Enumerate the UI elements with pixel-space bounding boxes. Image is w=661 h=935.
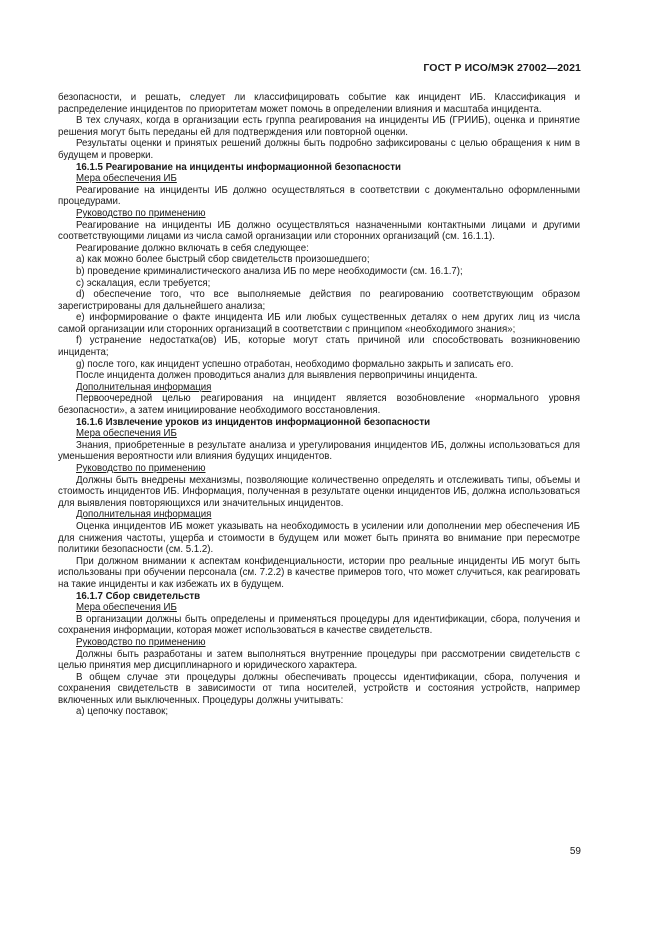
page-number: 59	[569, 846, 581, 857]
subsection-label: Руководство по применению	[76, 207, 206, 219]
paragraph: Должны быть разработаны и затем выполняться внутренние процедуры при рассмотрении свидетельств с целью принятия мер дисциплинарного и юридического характера.	[58, 648, 580, 672]
paragraph: Оценка инцидентов ИБ может указывать на необходимость в усилении или дополнении мер обеспечения ИБ для снижения частоты, ущерба и стоимости в будущем или может быть принята во внимание при пересмотре политики безопасности (см. 5.1.2).	[58, 520, 580, 556]
paragraph: В организации должны быть определены и применяться процедуры для идентификации, сбора, получения и сохранения информации, которая может использоваться в качестве свидетельств.	[58, 613, 580, 637]
paragraph: Должны быть внедрены механизмы, позволяющие количественно определять и отслеживать типы, объемы и стоимость инцидентов ИБ. Информация, полученная в результате оценки инцидентов ИБ, должна использоваться для выявления повторяющихся или значительных инцидентов.	[58, 474, 580, 509]
paragraph: e) информирование о факте инцидента ИБ или любых существенных деталях о нем других лиц из числа самой организации или сторонних организаций в соответствии с принципом «необходимого знания»;	[58, 312, 580, 335]
document-body	[58, 92, 580, 718]
subsection-label: Руководство по применению	[76, 636, 206, 648]
paragraph: a) цепочку поставок;	[76, 706, 169, 718]
paragraph: При должном внимании к аспектам конфиденциальности, истории про реальные инциденты ИБ могут быть использованы при обучении персонала (см. 7.2.2) в качестве примеров того, что может случиться, как реагировать на такие инциденты и как избежать их в будущем.	[58, 555, 580, 590]
subsection-label: Дополнительная информация	[76, 381, 212, 393]
paragraph: Знания, приобретенные в результате анализа и урегулирования инцидентов ИБ, должны использоваться для уменьшения вероятности или влияния будущих инцидентов.	[58, 439, 580, 463]
paragraph: b) проведение криминалистического анализа ИБ по мере необходимости (см. 16.1.7);	[76, 265, 463, 277]
subsection-label: Мера обеспечения ИБ	[76, 173, 177, 185]
section-heading: 16.1.7 Сбор свидетельств	[76, 590, 201, 602]
paragraph: f) устранение недостатка(ов) ИБ, которые могут стать причиной или способствовать возникновению инцидента;	[58, 335, 580, 359]
paragraph: Реагирование на инциденты ИБ должно осуществляться назначенными контактными лицами и другими соответствующими лицами из числа самой организации или сторонних организаций (см. 16.1.1).	[58, 219, 580, 243]
paragraph: Результаты оценки и принятых решений должны быть подробно зафиксированы с целью обращения к ним в будущем и проверки.	[58, 138, 580, 161]
document-header: ГОСТ Р ИСО/МЭК 27002—2021	[423, 62, 581, 74]
paragraph: a) как можно более быстрый сбор свидетельств произошедшего;	[76, 254, 370, 266]
paragraph: d) обеспечение того, что все выполняемые действия по реагированию соответствующим образом зарегистрированы для дальнейшего анализа;	[58, 289, 580, 312]
subsection-label: Дополнительная информация	[76, 509, 212, 521]
paragraph: Первоочередной целью реагирования на инцидент является возобновление «нормального уровня безопасности», а затем инициирование необходимого восстановления.	[58, 393, 580, 417]
subsection-label: Мера обеспечения ИБ	[76, 602, 177, 614]
paragraph: После инцидента должен проводиться анализ для выявления первопричины инцидента.	[76, 370, 478, 382]
paragraph: c) эскалация, если требуется;	[76, 277, 211, 289]
paragraph: В тех случаях, когда в организации есть группа реагирования на инциденты ИБ (ГРИИБ), оценка и принятие решения могут быть переданы ей для подтверждения или повторной оценки.	[58, 115, 580, 138]
section-heading: 16.1.5 Реагирование на инциденты информационной безопасности	[76, 161, 401, 173]
paragraph: Реагирование должно включать в себя следующее:	[76, 242, 309, 254]
paragraph: В общем случае эти процедуры должны обеспечивать процессы идентификации, сбора, получения и сохранения свидетельств в зависимости от типа носителей, устройств и состояния устройств, например включенных или выключенных. Процедуры должны учитывать:	[58, 671, 580, 706]
paragraph: Реагирование на инциденты ИБ должно осуществляться в соответствии с документально оформленными процедурами.	[58, 184, 580, 208]
subsection-label: Руководство по применению	[76, 463, 206, 474]
subsection-label: Мера обеспечения ИБ	[76, 428, 177, 440]
section-heading: 16.1.6 Извлечение уроков из инцидентов информационной безопасности	[76, 416, 431, 428]
paragraph: безопасности, и решать, следует ли классифицировать событие как инцидент ИБ. Классификация и распределение инцидентов по приоритетам может помочь в определении влияния и масштаба инцидента.	[58, 92, 580, 115]
paragraph: g) после того, как инцидент успешно отработан, необходимо формально закрыть и записать его.	[76, 358, 514, 370]
